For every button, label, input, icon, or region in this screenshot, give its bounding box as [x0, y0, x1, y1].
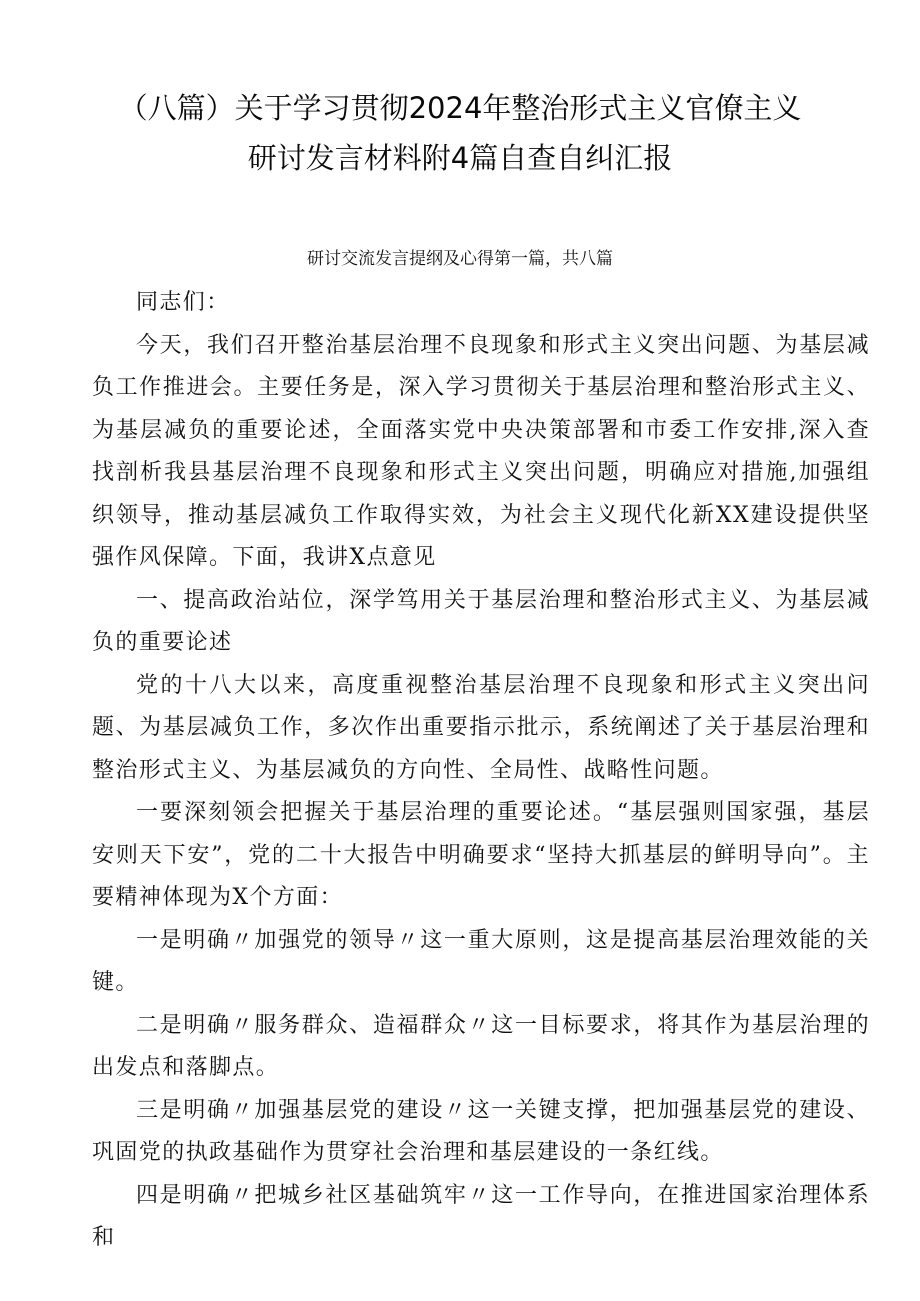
list-point-3: 三是明确〃加强基层党的建设〃这一关键支撑，把加强基层党的建设、巩固党的执政基础作为贯穿社会治理和基层建设的一条红线。 [92, 1097, 870, 1165]
document-title-line-2: 研讨发言材料附4篇自查自纠汇报 [247, 141, 673, 175]
list-point-4: 四是明确〃把城乡社区基础筑牢〃这一工作导向，在推进国家治理体系和 [92, 1182, 870, 1250]
list-point-2: 二是明确〃服务群众、造福群众〃这一目标要求，将其作为基层治理的出发点和落脚点。 [92, 1012, 870, 1080]
body-paragraph: 党的十八大以来，高度重视整治基层治理不良现象和形式主义突出问题、为基层减负工作，多次作出重要指示批示，系统阐述了关于基层治理和整治形式主义、为基层减负的方向性、全局性、战略性问题。 [92, 672, 870, 783]
document-title-line-1: （八篇）关于学习贯彻2024年整治形式主义官僚主义 [118, 91, 802, 125]
salutation-paragraph: 同志们： [136, 290, 230, 315]
body-paragraph: 今天，我们召开整治基层治理不良现象和形式主义突出问题、为基层减负工作推进会。主要任务是，深入学习贯彻关于基层治理和整治形式主义、为基层减负的重要论述，全面落实党中央决策部署和市委工作安排,深入查找剖析我县基层治理不良现象和形式主义突出问题，明确应对措施,加强组织领导，推动基层减负工作取得实效，为社会主义现代化新XX建设提供坚强作风保障。下面，我讲X点意见 [92, 332, 870, 570]
section-subtitle: 研讨交流发言提纲及心得第一篇，共八篇 [307, 249, 613, 269]
body-paragraph: 一要深刻领会把握关于基层治理的重要论述。“基层强则国家强，基层安则天下安”，党的二十大报告中明确要求“坚持大抓基层的鲜明导向”。主要精神体现为X个方面： [92, 800, 870, 910]
list-point-1: 一是明确〃加强党的领导〃这一重大原则，这是提高基层治理效能的关键。 [92, 927, 870, 995]
document-body [92, 282, 870, 1260]
section-heading-1: 一、提高政治站位，深学笃用关于基层治理和整治形式主义、为基层减负的重要论述 [92, 587, 870, 655]
